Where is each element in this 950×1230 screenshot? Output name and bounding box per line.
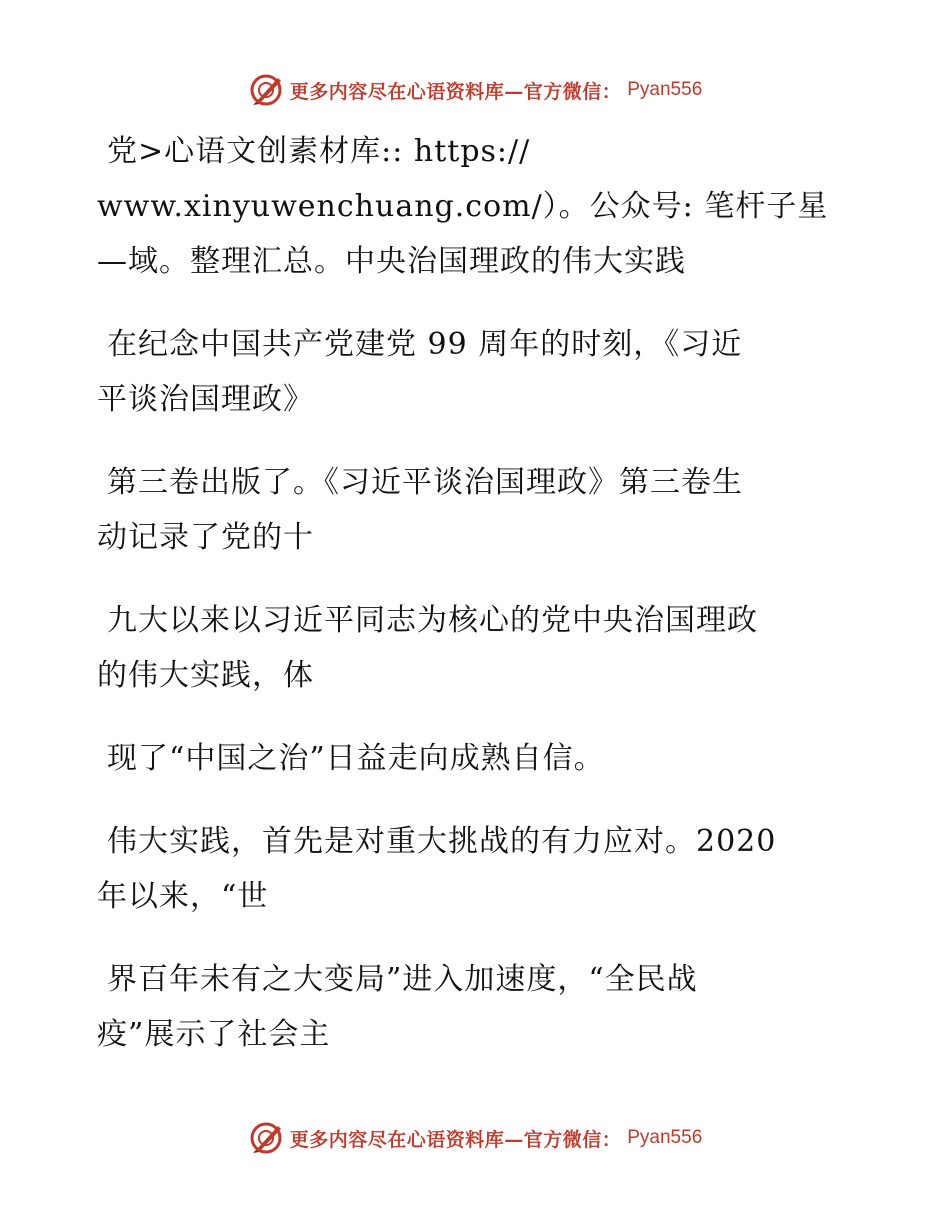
document-body xyxy=(97,124,857,1062)
brush-logo-icon xyxy=(248,72,284,108)
text-line: 伟大实践，首先是对重大挑战的有力应对。2020 xyxy=(107,824,777,859)
text-line: 的伟大实践，体 xyxy=(97,658,314,693)
text-line: 党>心语文创素材库:: https:// xyxy=(107,134,531,169)
text-line: 界百年未有之大变局”进入加速度，“全民战 xyxy=(107,962,698,997)
text-line: 第三卷出版了。《习近平谈治国理政》第三卷生 xyxy=(107,465,743,500)
banner-contact: Pyan556 xyxy=(627,79,703,100)
text-line: 在纪念中国共产党建党 99 周年的时刻，《习近 xyxy=(107,327,743,362)
text-line: 疫”展示了社会主 xyxy=(97,1017,331,1052)
brush-logo-icon xyxy=(248,1120,284,1156)
text-line: 现了“中国之治”日益走向成熟自信。 xyxy=(107,741,605,776)
text-line: www.xinyuwenchuang.com/）。公众号: 笔杆子星 xyxy=(97,189,829,224)
banner-text: 更多内容尽在心语资料库—官方微信： xyxy=(289,1128,622,1151)
text-line: 动记录了党的十 xyxy=(97,520,314,555)
text-line: 九大以来以习近平同志为核心的党中央治国理政 xyxy=(107,603,758,638)
banner-contact: Pyan556 xyxy=(627,1127,703,1148)
banner-text: 更多内容尽在心语资料库—官方微信： xyxy=(289,80,622,103)
text-line: 平谈治国理政》 xyxy=(97,382,314,417)
header-banner xyxy=(0,70,950,110)
text-line: 年以来，“世 xyxy=(97,879,269,914)
text-line: —域。整理汇总。中央治国理政的伟大实践 xyxy=(97,244,686,279)
footer-banner xyxy=(0,1118,950,1158)
